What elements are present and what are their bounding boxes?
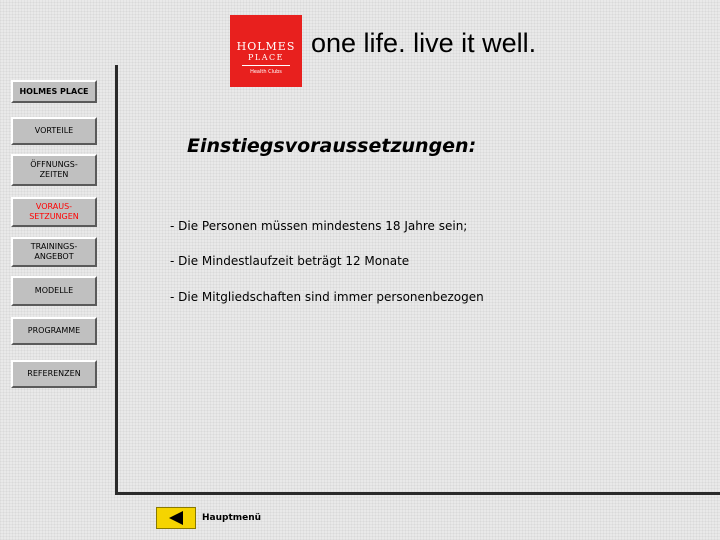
nav-modelle[interactable]: MODELLE [11, 276, 97, 306]
logo-line-2: PLACE [248, 53, 284, 62]
tagline: one life. live it well. [311, 28, 537, 58]
logo-line-3: Health Clubs [250, 69, 282, 75]
main-menu-link[interactable]: Hauptmenü [202, 513, 262, 523]
nav-programme[interactable]: PROGRAMME [11, 317, 97, 345]
requirement-item: - Die Mitgliedschaften sind immer personenbezogen [170, 290, 484, 304]
nav-vorteile[interactable]: VORTEILE [11, 117, 97, 145]
requirement-item: - Die Mindestlaufzeit beträgt 12 Monate [170, 254, 410, 268]
nav-trainingsangebot[interactable]: TRAININGS- ANGEBOT [11, 237, 97, 267]
left-arrow-icon [169, 511, 183, 525]
requirement-item: - Die Personen müssen mindestens 18 Jahre sein; [170, 219, 468, 233]
logo-rule [242, 65, 290, 66]
holmes-place-logo [230, 15, 302, 87]
nav-referenzen[interactable]: REFERENZEN [11, 360, 97, 388]
horizontal-divider [115, 492, 720, 495]
nav-holmes-place[interactable]: HOLMES PLACE [11, 80, 97, 103]
logo-line-1: HOLMES [236, 40, 296, 53]
vertical-divider [115, 65, 118, 495]
back-button[interactable] [156, 507, 196, 529]
nav-voraussetzungen[interactable]: VORAUS- SETZUNGEN [11, 197, 97, 227]
page-heading: Einstiegsvoraussetzungen: [187, 135, 477, 157]
nav-oeffnungszeiten[interactable]: ÖFFNUNGS- ZEITEN [11, 154, 97, 186]
